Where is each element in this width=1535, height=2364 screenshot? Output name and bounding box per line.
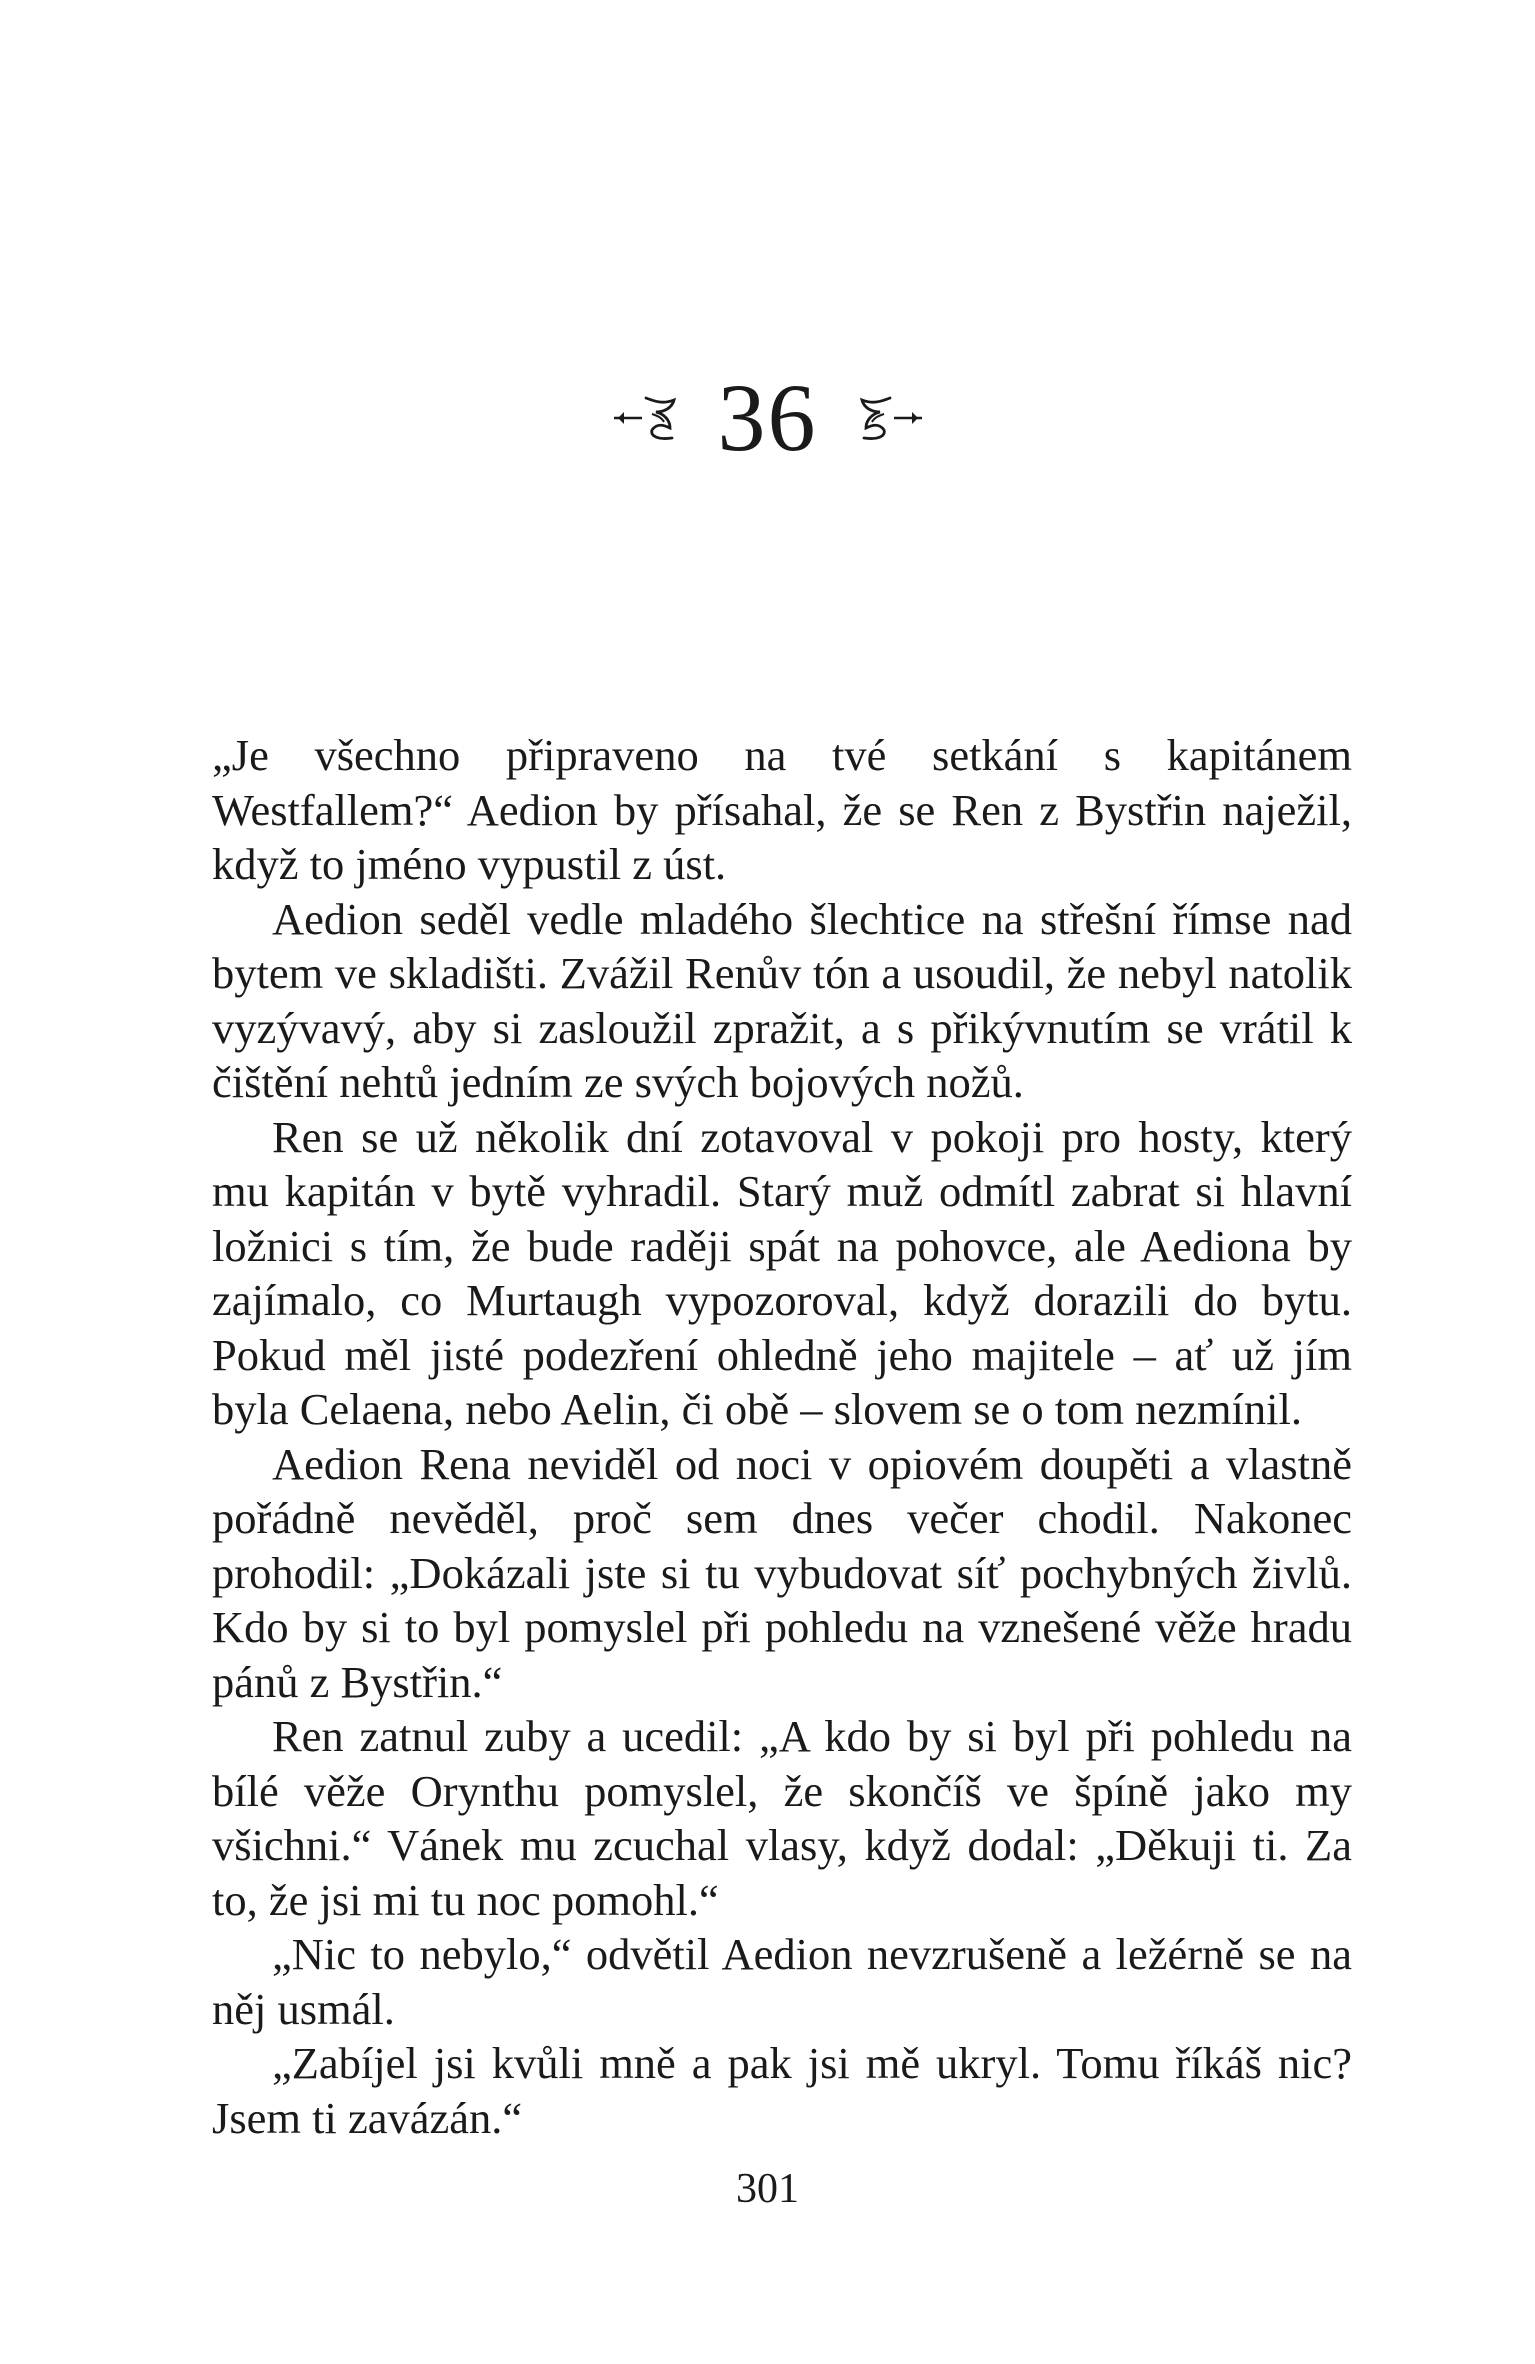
paragraph: „Je všechno připraveno na tvé setkání s kapitánem Westfallem?“ Aedion by přísahal, že se Ren z Bystřin naježil, když to jméno vypustil z úst. <box>212 730 1352 889</box>
paragraph: Ren se už několik dní zotavoval v pokoji pro hosty, který mu kapitán v bytě vyhradil. Starý muž odmítl zabrat si hlavní ložnici s tím, že bude raději spát na pohovce, ale Aediona by zajímalo, co Murtaugh vypozoroval, když dorazili do bytu. Pokud měl jisté podezření ohledně jeho majitele – ať už jím byla Celaena, nebo Aelin, či obě – slovem se o tom nezmínil. <box>212 1111 1352 1434</box>
chapter-body <box>212 728 1352 2145</box>
chapter-number: 36 <box>717 364 818 471</box>
ornament-right-icon <box>846 392 924 444</box>
paragraph: Ren zatnul zuby a ucedil: „A kdo by si byl při pohledu na bílé věže Orynthu pomyslel, že skončíš ve špíně jako my všichni.“ Vánek mu zcuchal vlasy, když dodal: „Děkuji ti. Za to, že jsi mi tu noc pomohl.“ <box>212 1711 1352 1925</box>
page-number: 301 <box>736 2166 799 2212</box>
paragraph: „Nic to nebylo,“ odvětil Aedion nevzrušeně a ležérně se na něj usmál. <box>212 1929 1352 2034</box>
paragraph: Aedion Rena neviděl od noci v opiovém doupěti a vlastně pořádně nevěděl, proč sem dnes večer chodil. Nakonec prohodil: „Dokázali jste si tu vybudovat síť pochybných živlů. Kdo by si to byl pomyslel při pohledu na vznešené věže hradu pánů z Bystřin.“ <box>212 1438 1352 1707</box>
paragraph: Aedion seděl vedle mladého šlechtice na střešní římse nad bytem ve skladišti. Zvážil Renův tón a usoudil, že nebyl natolik vyzývavý, aby si zasloužil zpražit, a s přikývnutím se vrátil k čištění nehtů jedním ze svých bojových nožů. <box>212 893 1352 1107</box>
ornament-left-icon <box>612 392 690 444</box>
paragraph: „Zabíjel jsi kvůli mně a pak jsi mě ukryl. Tomu říkáš nic? Jsem ti zavázán.“ <box>212 2038 1352 2143</box>
chapter-heading <box>0 364 1535 471</box>
